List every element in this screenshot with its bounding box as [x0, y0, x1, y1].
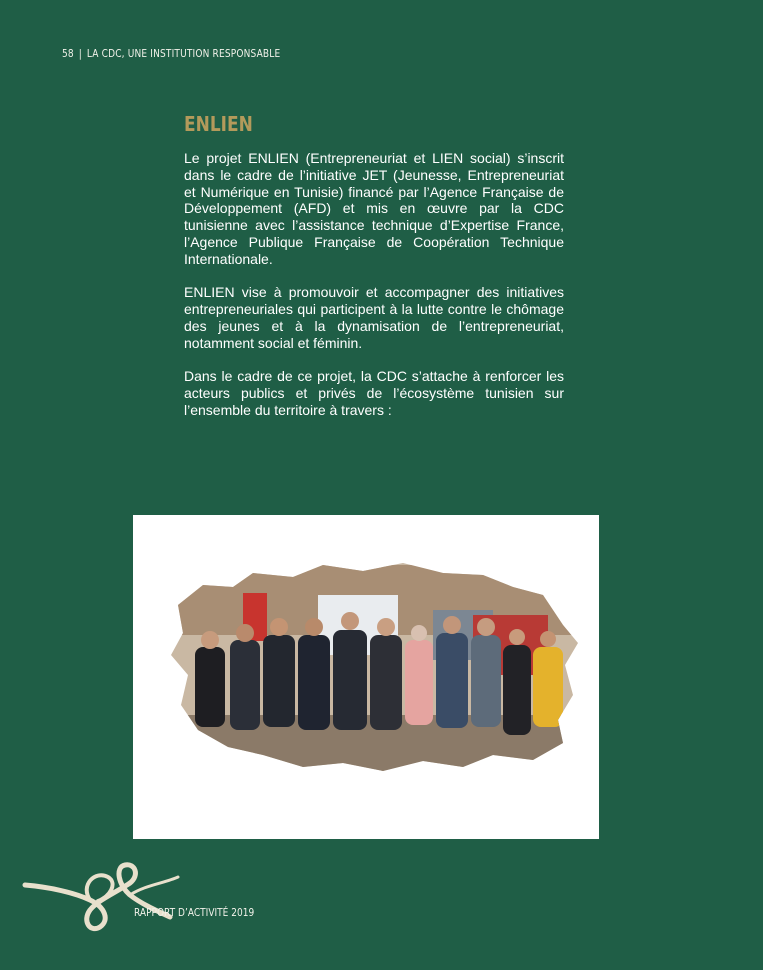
page-footer: RAPPORT D’ACTIVITÉ 2019 — [134, 906, 255, 919]
header-separator: | — [78, 47, 82, 60]
article-title: ENLIEN — [184, 112, 253, 136]
paragraph-1: Le projet ENLIEN (Entrepreneuriat et LIEN social) s’inscrit dans le cadre de l’initiative JET (Jeunesse, Entrepreneuriat et Numérique en Tunisie) financé par l’Agence Française de Développement (AFD) et mis en œuvre par la CDC tunisienne avec l’assistance technique d’Expertise France, l’Agence Publique Française de Coopération Technique Internationale. — [184, 150, 564, 267]
paragraph-2: ENLIEN vise à promouvoir et accompagner des initiatives entrepreneuriales qui participent à la lutte contre le chômage des jeunes et à la dynamisation de l’entrepreneuriat, notamment social et féminin. — [184, 284, 564, 351]
paragraph-3: Dans le cadre de ce projet, la CDC s’attache à renforcer les acteurs publics et privés de l’écosystème tunisien sur l’ensemble du territoire à travers : — [184, 368, 564, 418]
article-body — [184, 150, 564, 436]
group-photo-illustration — [133, 515, 599, 839]
ribbon-ornament — [20, 855, 190, 935]
page-header — [62, 47, 280, 60]
page-number: 58 — [62, 47, 74, 60]
section-title: LA CDC, UNE INSTITUTION RESPONSABLE — [86, 47, 281, 60]
group-photo — [133, 515, 599, 839]
